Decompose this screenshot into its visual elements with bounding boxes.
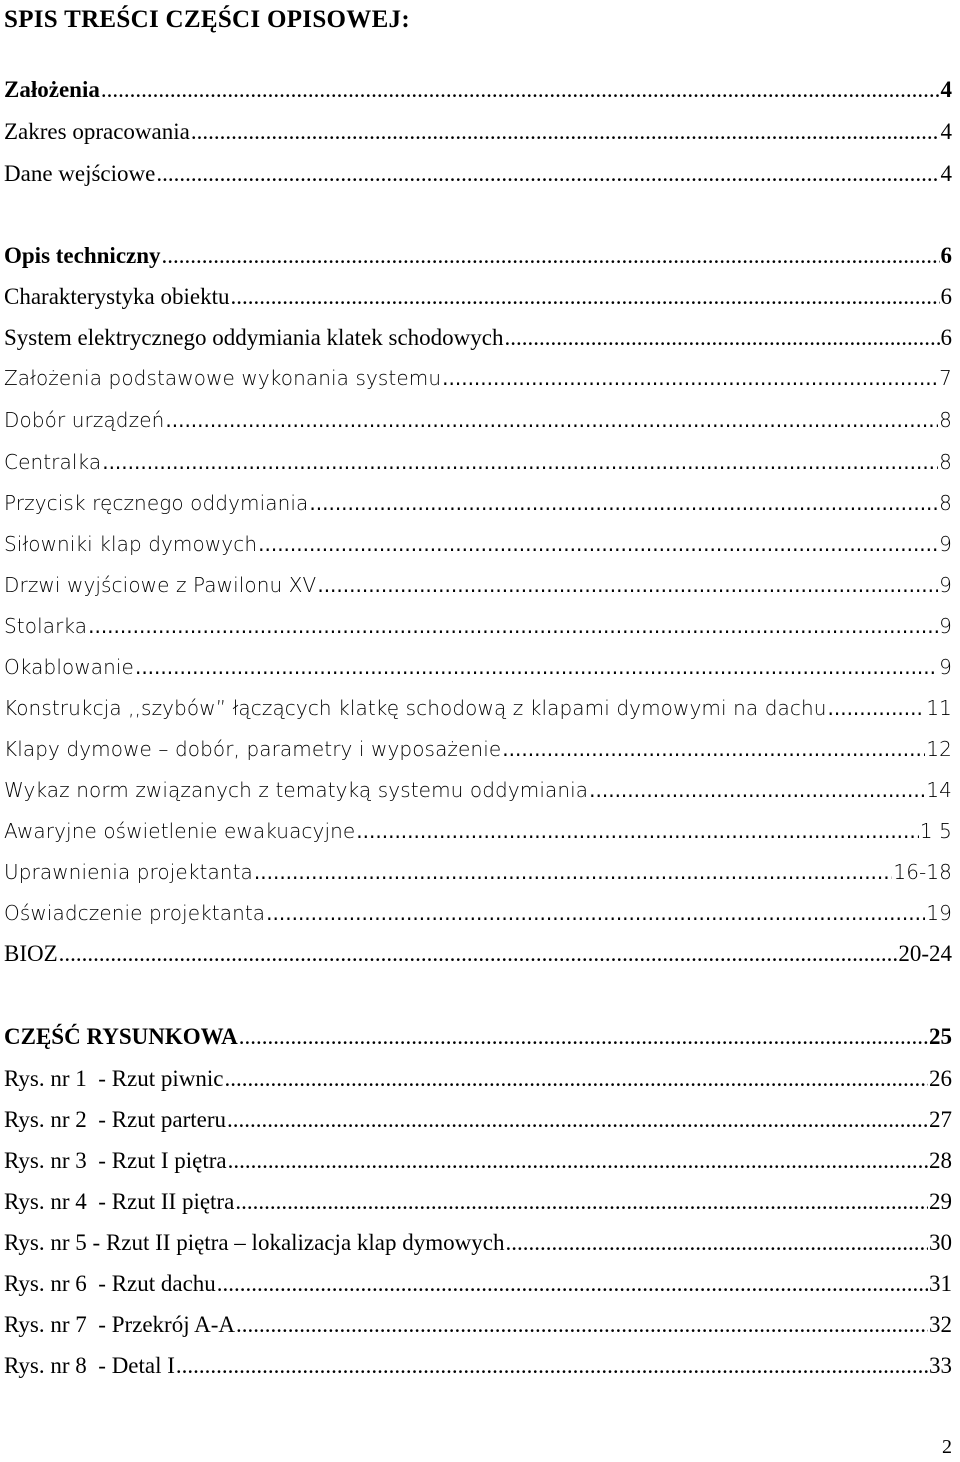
toc-entry-charakterystyka-obiektu[interactable] [4, 281, 952, 313]
toc-entry-label: BIOZ [4, 941, 58, 966]
toc-entry-label: Rys. nr 1 - Rzut piwnic [4, 1066, 224, 1091]
toc-entry-page: 25 [929, 1024, 952, 1049]
toc-entry-label: Wykaz norm związanych z tematyką systemu oddymiania [4, 778, 589, 802]
toc-entry-label: Centralka [4, 450, 102, 474]
toc-entry-page: 9 [939, 573, 952, 597]
toc-entry-page: 20-24 [898, 941, 952, 966]
toc-entry-dobor-urzadzen[interactable] [4, 404, 952, 436]
toc-dot-leader [502, 733, 925, 765]
toc-entry-uprawnienia-projektanta[interactable] [4, 856, 952, 888]
toc-entry-page: 9 [939, 532, 952, 556]
toc-entry-page: 29 [929, 1189, 952, 1214]
toc-dot-leader [317, 569, 938, 601]
toc-dot-leader [258, 528, 938, 560]
toc-entry-rys-1[interactable] [4, 1063, 952, 1095]
toc-entry-page: 6 [940, 284, 952, 309]
toc-dot-leader [230, 281, 939, 313]
toc-entry-label: Opis techniczny [4, 243, 161, 268]
toc-entry-oswiadczenie-projektanta[interactable] [4, 897, 952, 929]
toc-entry-konstrukcja-szybow[interactable] [4, 692, 952, 724]
toc-dot-leader [235, 1186, 928, 1218]
toc-entry-wykaz-norm[interactable] [4, 774, 952, 806]
toc-entry-okablowanie[interactable] [4, 651, 952, 683]
toc-entry-label: Siłowniki klap dymowych [4, 532, 258, 556]
toc-entry-page: 4 [940, 77, 952, 102]
toc-entry-dane-wejsciowe[interactable] [4, 158, 952, 190]
toc-dot-leader [254, 856, 892, 888]
toc-entry-page: 31 [929, 1271, 952, 1296]
toc-entry-page: 14 [926, 778, 952, 802]
toc-entry-system-oddymiania[interactable] [4, 322, 952, 354]
toc-entry-opis-techniczny[interactable] [4, 240, 952, 272]
toc-entry-label: Okablowanie [4, 655, 134, 679]
toc-entry-page: 8 [939, 491, 952, 515]
toc-entry-label: Rys. nr 3 - Rzut I piętra [4, 1148, 227, 1173]
toc-entry-rys-5[interactable] [4, 1227, 952, 1259]
toc-entry-page: 33 [929, 1353, 952, 1378]
toc-entry-klapy-dymowe[interactable] [4, 733, 952, 765]
toc-entry-label: Rys. nr 6 - Rzut dachu [4, 1271, 216, 1296]
toc-entry-page: 28 [929, 1148, 952, 1173]
toc-entry-silowniki-klap[interactable] [4, 528, 952, 560]
toc-entry-label: Awaryjne oświetlenie ewakuacyjne [4, 819, 356, 843]
toc-entry-label: Założenia [4, 77, 100, 102]
toc-entry-label: Oświadczenie projektanta [4, 901, 266, 925]
toc-entry-page: 4 [940, 161, 952, 186]
toc-dot-leader [505, 1227, 928, 1259]
toc-dot-leader [101, 74, 940, 106]
toc-entry-stolarka[interactable] [4, 610, 952, 642]
toc-dot-leader [236, 1309, 928, 1341]
toc-entry-zakres-opracowania[interactable] [4, 116, 952, 148]
toc-entry-page: 4 [940, 119, 952, 144]
toc-dot-leader [828, 692, 926, 724]
toc-dot-leader [239, 1021, 928, 1053]
toc-entry-label: Zakres opracowania [4, 119, 190, 144]
toc-entry-page: 9 [939, 614, 952, 638]
toc-entry-page: 26 [929, 1066, 952, 1091]
toc-entry-label: Klapy dymowe – dobór, parametry i wyposażenie [4, 737, 502, 761]
document-title: SPIS TREŚCI CZĘŚCI OPISOWEJ: [4, 6, 410, 33]
toc-entry-page: 7 [939, 366, 952, 390]
toc-entry-label: Rys. nr 7 - Przekrój A-A [4, 1312, 235, 1337]
toc-dot-leader [228, 1145, 928, 1177]
toc-dot-leader [191, 116, 940, 148]
toc-entry-oswietlenie-ewakuacyjne[interactable] [4, 815, 952, 847]
toc-dot-leader [309, 487, 938, 519]
toc-entry-label: Rys. nr 5 - Rzut II piętra – lokalizacja klap dymowych [4, 1230, 505, 1255]
toc-entry-page: 1 5 [919, 819, 952, 843]
toc-dot-leader [102, 446, 938, 478]
toc-dot-leader [88, 610, 938, 642]
toc-entry-przycisk-recznego-oddymiania[interactable] [4, 487, 952, 519]
toc-entry-rys-4[interactable] [4, 1186, 952, 1218]
toc-entry-label: Dane wejściowe [4, 161, 156, 186]
page-number: 2 [942, 1436, 952, 1458]
toc-dot-leader [156, 158, 939, 190]
toc-entry-page: 8 [939, 408, 952, 432]
toc-dot-leader [135, 651, 938, 683]
toc-entry-drzwi-wyjsciowe[interactable] [4, 569, 952, 601]
toc-dot-leader [162, 240, 940, 272]
toc-dot-leader [59, 938, 898, 970]
toc-entry-page: 12 [926, 737, 952, 761]
toc-dot-leader [165, 404, 938, 436]
toc-entry-label: Rys. nr 8 - Detal I [4, 1353, 175, 1378]
toc-dot-leader [504, 322, 939, 354]
toc-entry-label: Stolarka [4, 614, 88, 638]
toc-dot-leader [266, 897, 925, 929]
toc-entry-page: 16-18 [893, 860, 952, 884]
toc-dot-leader [224, 1063, 928, 1095]
toc-entry-page: 6 [940, 243, 952, 268]
toc-entry-bioz[interactable] [4, 938, 952, 970]
toc-entry-label: CZĘŚĆ RYSUNKOWA [4, 1024, 238, 1049]
toc-entry-page: 11 [926, 696, 952, 720]
toc-dot-leader [589, 774, 925, 806]
toc-dot-leader [442, 362, 938, 394]
toc-entry-page: 8 [939, 450, 952, 474]
toc-entry-rys-7[interactable] [4, 1309, 952, 1341]
toc-entry-page: 19 [926, 901, 952, 925]
toc-entry-label: Rys. nr 2 - Rzut parteru [4, 1107, 227, 1132]
toc-dot-leader [217, 1268, 928, 1300]
toc-entry-rys-6[interactable] [4, 1268, 952, 1300]
toc-entry-zalozenia-podstawowe[interactable] [4, 362, 952, 394]
toc-entry-page: 32 [929, 1312, 952, 1337]
toc-dot-leader [176, 1350, 928, 1382]
toc-entry-zalozenia[interactable] [4, 74, 952, 106]
toc-entry-page: 6 [940, 325, 952, 350]
toc-entry-label: System elektrycznego oddymiania klatek schodowych [4, 325, 504, 350]
toc-dot-leader [356, 815, 919, 847]
toc-dot-leader [227, 1104, 928, 1136]
toc-entry-label: Drzwi wyjściowe z Pawilonu XV [4, 573, 317, 597]
toc-entry-rys-3[interactable] [4, 1145, 952, 1177]
toc-entry-label: Uprawnienia projektanta [4, 860, 253, 884]
toc-entry-rys-8[interactable] [4, 1350, 952, 1382]
toc-entry-label: Przycisk ręcznego oddymiania [4, 491, 309, 515]
toc-entry-label: Konstrukcja ,,szybów” łączących klatkę schodową z klapami dymowymi na dachu [4, 696, 827, 720]
toc-entry-czesc-rysunkowa[interactable] [4, 1021, 952, 1053]
toc-entry-page: 30 [929, 1230, 952, 1255]
toc-entry-label: Charakterystyka obiektu [4, 284, 230, 309]
toc-entry-label: Rys. nr 4 - Rzut II piętra [4, 1189, 235, 1214]
toc-entry-rys-2[interactable] [4, 1104, 952, 1136]
toc-entry-page: 9 [939, 655, 952, 679]
toc-entry-label: Założenia podstawowe wykonania systemu [4, 366, 442, 390]
toc-entry-label: Dobór urządzeń [4, 408, 165, 432]
toc-entry-centralka[interactable] [4, 446, 952, 478]
toc-entry-page: 27 [929, 1107, 952, 1132]
